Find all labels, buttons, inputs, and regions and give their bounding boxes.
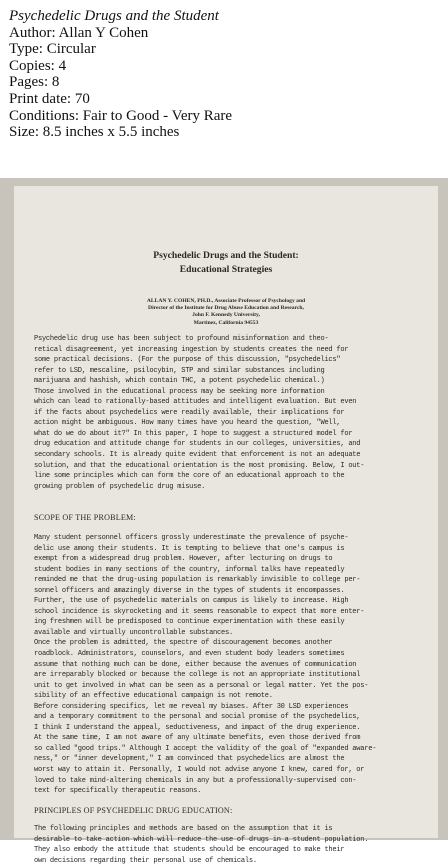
text-line: are irreparably blocked or because the college is not an appropriate institutional: [34, 671, 361, 680]
text-line: reminded me that the drug-using population is remarkably invisible to college per-: [34, 576, 361, 585]
listing-conditions: Conditions: Fair to Good - Very Rare: [9, 107, 233, 124]
listing-copies: Copies: 4: [9, 57, 67, 74]
text-line: Many student personnel officers grossly underestimate the prevalence of psyche-: [34, 534, 349, 542]
text-line: loved to take mind-altering chemicals in any but a professionally-supervised con-: [34, 776, 357, 785]
text-line: which can lead to rationally-based attitudes and intelligent evaluation. But even: [34, 398, 357, 407]
text-line: school incidence is skyrocketing and it seems reasonable to expect that more enter-: [34, 607, 365, 616]
text-line: sibility of an effective educational campaign is not remote.: [34, 692, 273, 701]
text-line: Before considering specifics, let me reveal my biases. After 30 LSD experiences: [34, 702, 349, 711]
text-line: sonnel officers and amazingly diverse in the types of students it encompasses.: [34, 586, 345, 595]
intro-paragraph: [34, 334, 426, 492]
scope-paragraph: [34, 533, 426, 797]
text-line: and a temporary commitment to the personal and social promise of the psychedelics,: [34, 713, 361, 722]
text-line: available and virtually uncontrollable substances.: [34, 628, 233, 637]
text-line: At the same time, I am not aware of any ultimate benefits, even those derived from: [34, 734, 361, 743]
text-line: Further, the use of psychedelic materials on campus is likely to increase. High: [34, 597, 349, 606]
text-line: assume that nothing much can be done, either because the avenues of communication: [34, 660, 357, 669]
text-line: drug education and attitude change for students in our colleges, universities, and: [34, 440, 361, 449]
author-affiliation: [14, 298, 438, 327]
text-line: so called "good trips." Although I accept the validity of the goal of "expanded aware-: [34, 744, 377, 753]
text-line: solution, and that the educational orientation is the most promising. Below, I out-: [34, 461, 365, 470]
text-line: delic use among their students. It is tempting to believe that one's campus is: [34, 544, 345, 553]
listing-details: [9, 8, 439, 141]
listing-pages: Pages: 8: [9, 74, 60, 91]
text-line: if the facts about psychedelics were readily available, their implications for: [34, 408, 345, 417]
affiliation-line: Martinez, California 94553: [193, 319, 259, 326]
text-line: marijuana and hashish, which contain THC, a potent psychedelic chemical.): [34, 377, 325, 386]
text-line: retical disagreement, yet increasing ingestion by students creates the need for: [34, 345, 349, 354]
affiliation-line: ALLAN Y. COHEN, PH.D., Associate Professor of Psychology and: [146, 298, 306, 304]
section-heading-principles: PRINCIPLES OF PSYCHEDELIC DRUG EDUCATION:: [34, 806, 233, 815]
text-line: growing problem of psychedelic drug misuse.: [34, 482, 206, 491]
text-line: Psychedelic drug use has been subject to profound misinformation and theo-: [34, 335, 329, 343]
text-line: roadblock. Administrators, counselors, and even student body leaders sometimes: [34, 650, 345, 659]
text-line: student bodies in many sections of the country, informal talks have repeatedly: [34, 565, 345, 574]
text-line: worst way to attain it. Personally, I would not advise anyone I knew, cared for, or: [34, 766, 365, 775]
listing-size: Size: 8.5 inches x 5.5 inches: [9, 124, 180, 141]
text-line: They also embody the attitude that students should be encouraged to make their: [34, 846, 345, 855]
listing-type: Type: Circular: [9, 41, 96, 58]
text-line: unit to get involved in what can be seen as a personal or legal matter. Yet the pos-: [34, 681, 369, 690]
text-line: refer to LSD, mescaline, psilocybin, STP and similar substances including: [34, 366, 325, 375]
text-line: ness," or "inner development," I am convinced that psychedelics are almost the: [34, 755, 345, 764]
text-line: text for specifically therapeutic reasons.: [34, 787, 202, 796]
document-title: Psychedelic Drugs and the Student:: [153, 250, 299, 261]
text-line: own decisions regarding their personal use of chemicals.: [34, 856, 257, 865]
text-line: secondary schools. It is already quite evident that enforcement is not an adequate: [34, 451, 361, 460]
listing-title: Psychedelic Drugs and the Student: [9, 8, 219, 24]
text-line: exempt from a widespread drug problem. However, after lecturing on drugs to: [34, 555, 333, 564]
affiliation-line: John F. Kennedy University,: [192, 312, 260, 319]
text-line: ing freshmen will be predisposed to continue experimentation with these easily: [34, 618, 345, 627]
text-line: what do we do about it?" In this paper, I hope to suggest a structured model for: [34, 429, 353, 438]
listing-print-date: Print date: 70: [9, 90, 90, 107]
section-heading-scope: SCOPE OF THE PROBLEM:: [34, 513, 136, 522]
text-line: Those involved in the educational process may be seeking more information: [34, 387, 325, 396]
text-line: I think I understand the appeal, seductiveness, and impact of the drug experience.: [34, 723, 361, 732]
listing-author: Author: Allan Y Cohen: [9, 24, 149, 41]
document-page: [14, 186, 438, 865]
principles-paragraph: [34, 824, 426, 866]
document-subtitle: Educational Strategies: [179, 264, 273, 275]
text-line: line some principles which can form the core of an educational approach to the: [34, 472, 345, 481]
text-line: some practical decisions. (For the purpose of this discussion, "psychedelics": [34, 356, 341, 365]
text-line: Once the problem is admitted, the spectre of discouragement becomes another: [34, 639, 333, 648]
affiliation-line: Director of the Institute for Drug Abuse Education and Research,: [148, 305, 304, 312]
text-line: The following principles and methods are based on the assumption that it is: [34, 825, 333, 833]
text-line: desirable to take action which will reduce the use of drugs in a student population.: [34, 835, 369, 844]
document-photo: [0, 178, 448, 865]
text-line: action might be ambiguous. How many times have you heard the question, "Well,: [34, 419, 341, 428]
